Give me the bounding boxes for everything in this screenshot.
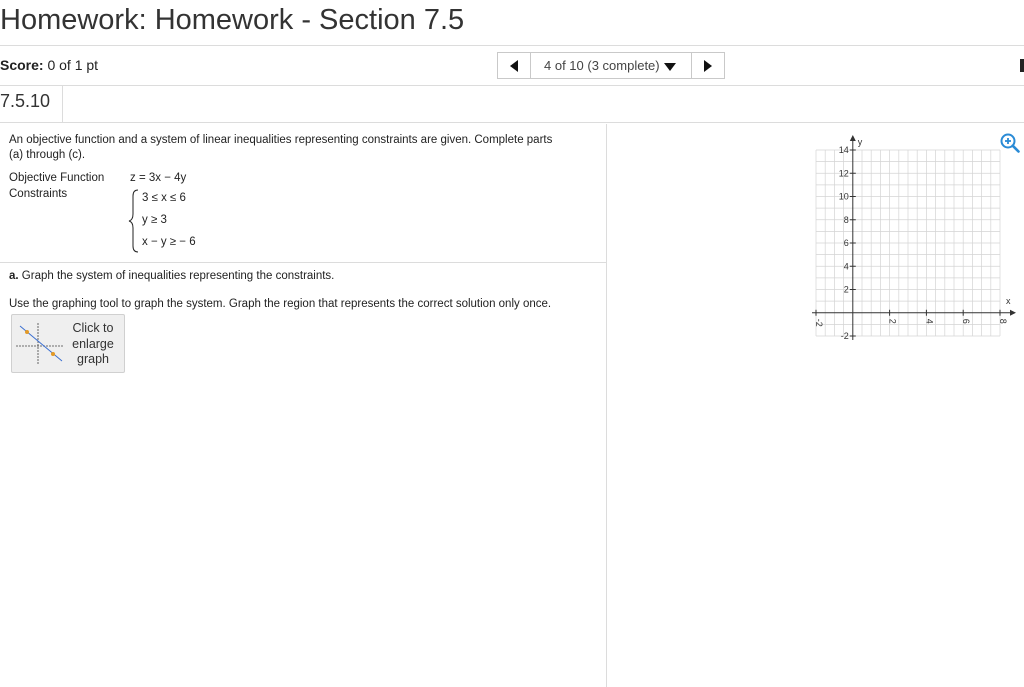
question-divider xyxy=(0,122,1024,123)
question-number: 7.5.10 xyxy=(0,91,51,111)
y-axis-arrow-icon xyxy=(850,135,856,141)
constraint-2: y ≥ 3 xyxy=(142,214,167,226)
part-a xyxy=(9,270,334,282)
dropdown-arrow-icon xyxy=(664,63,676,71)
score-value: 0 of 1 pt xyxy=(47,57,99,73)
x-tick-label: 6 xyxy=(961,318,972,324)
x-tick-label: -2 xyxy=(814,318,824,327)
part-a-letter: a. xyxy=(9,270,19,282)
page-title: Homework: Homework - Section 7.5 xyxy=(0,4,465,36)
constraint-1: 3 ≤ x ≤ 6 xyxy=(142,192,186,204)
graph-thumbnail-icon xyxy=(14,321,66,367)
intro-line-2: (a) through (c). xyxy=(9,149,86,161)
y-tick-label: 2 xyxy=(843,284,849,295)
score-divider xyxy=(0,85,1024,86)
question-pager-dropdown[interactable] xyxy=(530,52,692,79)
previous-arrow-icon xyxy=(510,60,518,72)
part-a-text: Graph the system of inequalities representing the constraints. xyxy=(21,270,335,282)
y-tick-label: 6 xyxy=(843,238,849,248)
constraint-3: x − y ≥ − 6 xyxy=(142,236,196,248)
objective-expression: z = 3x − 4y xyxy=(130,172,187,184)
next-question-button[interactable] xyxy=(691,52,725,79)
x-tick-label: 8 xyxy=(998,318,1008,324)
x-tick-label: 4 xyxy=(924,318,935,324)
y-tick-label: 8 xyxy=(843,214,849,225)
y-tick-label: 14 xyxy=(838,145,849,155)
zoom-in-icon[interactable] xyxy=(1000,133,1020,153)
y-tick-label: 4 xyxy=(843,261,849,272)
next-arrow-icon xyxy=(704,60,712,72)
y-tick-label: 12 xyxy=(838,168,849,179)
score-label: Score: xyxy=(0,57,44,73)
score xyxy=(0,57,98,73)
pane-divider xyxy=(606,124,607,687)
previous-question-button[interactable] xyxy=(497,52,531,79)
question-number-divider xyxy=(62,86,63,123)
y-axis-label: y xyxy=(857,137,863,147)
objective-function-label: Objective Function xyxy=(9,172,105,184)
constraints-label: Constraints xyxy=(9,188,68,200)
x-axis-label: x xyxy=(1006,295,1011,306)
coordinate-graph[interactable] xyxy=(808,133,1024,345)
y-tick-label: 10 xyxy=(838,191,849,202)
enlarge-graph-label: Click to enlarge graph xyxy=(72,321,114,366)
part-divider xyxy=(0,262,606,263)
panel-edge-handle[interactable] xyxy=(1020,59,1024,72)
header-divider xyxy=(0,45,1024,46)
y-tick-label: -2 xyxy=(840,331,849,341)
x-tick-label: 2 xyxy=(887,318,898,324)
pager-text: 4 of 10 (3 complete) xyxy=(544,58,660,73)
enlarge-graph-button[interactable] xyxy=(11,314,125,373)
intro-line-1: An objective function and a system of linear inequalities representing constraints are given. Complete parts xyxy=(9,134,553,146)
x-axis-arrow-icon xyxy=(1010,310,1016,316)
constraints-brace xyxy=(128,188,140,254)
graphing-instructions: Use the graphing tool to graph the system. Graph the region that represents the correct solution only once. xyxy=(9,298,552,310)
